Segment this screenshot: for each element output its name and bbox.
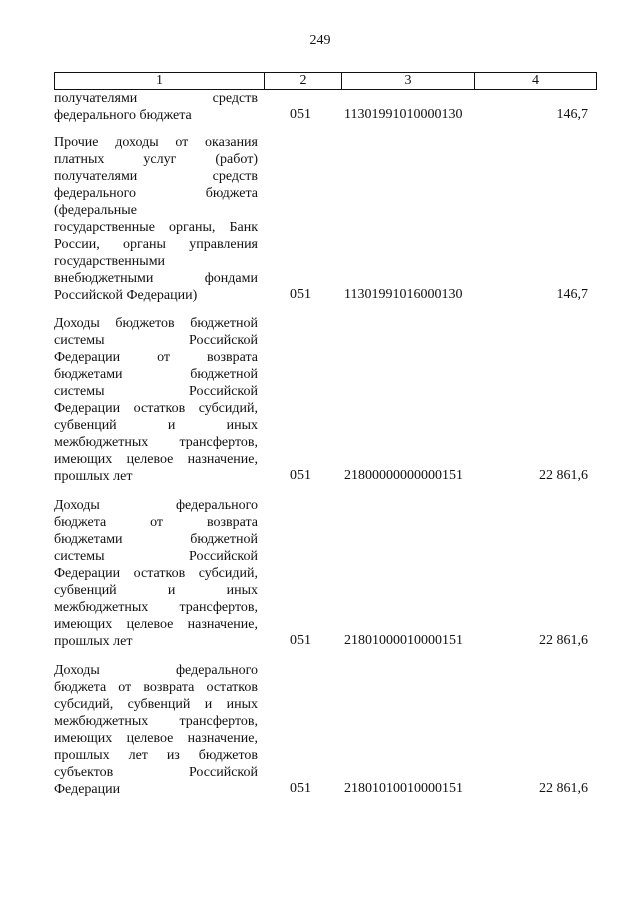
table-header <box>54 72 597 90</box>
admin-code: 051 <box>290 468 311 483</box>
description-line: федерального бюджета <box>54 108 192 123</box>
description-line: системы Российской <box>54 333 258 348</box>
description-line: бюджетами бюджетной <box>54 367 258 382</box>
description-line: субвенций и иных <box>54 583 258 598</box>
row-description <box>54 90 258 124</box>
amount: 146,7 <box>556 107 588 122</box>
description-line: прошлых лет из бюджетов <box>54 748 258 763</box>
row-description <box>54 134 258 304</box>
description-line: системы Российской <box>54 384 258 399</box>
description-line: Доходы федерального <box>54 498 258 513</box>
revenue-code: 21801010010000151 <box>344 781 463 796</box>
description-line: субсидий, субвенций и иных <box>54 697 258 712</box>
description-line: системы Российской <box>54 549 258 564</box>
amount: 22 861,6 <box>539 781 588 796</box>
description-line: межбюджетных трансфертов, <box>54 714 258 729</box>
description-line: Доходы бюджетов бюджетной <box>54 316 258 331</box>
row-description <box>54 662 258 798</box>
header-col-3: 3 <box>342 73 475 89</box>
description-line: (федеральные <box>54 203 137 218</box>
header-col-2: 2 <box>265 73 342 89</box>
description-line: платных услуг (работ) <box>54 152 258 167</box>
row-description <box>54 315 258 485</box>
description-line: Федерации остатков субсидий, <box>54 401 258 416</box>
description-line: государственные органы, Банк <box>54 220 258 235</box>
admin-code: 051 <box>290 633 311 648</box>
description-line: Федерации <box>54 782 121 797</box>
description-line: государственными <box>54 254 166 269</box>
revenue-code: 21801000010000151 <box>344 633 463 648</box>
description-line: межбюджетных трансфертов, <box>54 435 258 450</box>
admin-code: 051 <box>290 287 311 302</box>
admin-code: 051 <box>290 781 311 796</box>
revenue-code: 11301991010000130 <box>344 107 463 122</box>
header-col-4: 4 <box>532 73 539 88</box>
description-line: получателями средств <box>54 91 258 106</box>
description-line: прошлых лет <box>54 634 133 649</box>
description-line: имеющих целевое назначение, <box>54 617 258 632</box>
description-line: Прочие доходы от оказания <box>54 135 258 150</box>
row-description <box>54 497 258 650</box>
amount: 22 861,6 <box>539 468 588 483</box>
description-line: федерального бюджета <box>54 186 258 201</box>
description-line: бюджетами бюджетной <box>54 532 258 547</box>
description-line: России, органы управления <box>54 237 258 252</box>
admin-code: 051 <box>290 107 311 122</box>
amount: 146,7 <box>556 287 588 302</box>
revenue-code: 21800000000000151 <box>344 468 463 483</box>
amount: 22 861,6 <box>539 633 588 648</box>
description-line: прошлых лет <box>54 469 133 484</box>
description-line: бюджета от возврата остатков <box>54 680 258 695</box>
description-line: бюджета от возврата <box>54 515 258 530</box>
description-line: внебюджетными фондами <box>54 271 258 286</box>
description-line: субъектов Российской <box>54 765 258 780</box>
description-line: Федерации остатков субсидий, <box>54 566 258 581</box>
description-line: субвенций и иных <box>54 418 258 433</box>
header-col-1: 1 <box>55 73 265 89</box>
description-line: Доходы федерального <box>54 663 258 678</box>
description-line: имеющих целевое назначение, <box>54 731 258 746</box>
description-line: Федерации от возврата <box>54 350 258 365</box>
description-line: Российской Федерации) <box>54 288 198 303</box>
revenue-code: 11301991016000130 <box>344 287 463 302</box>
description-line: имеющих целевое назначение, <box>54 452 258 467</box>
page-number: 249 <box>309 33 331 48</box>
description-line: межбюджетных трансфертов, <box>54 600 258 615</box>
description-line: получателями средств <box>54 169 258 184</box>
